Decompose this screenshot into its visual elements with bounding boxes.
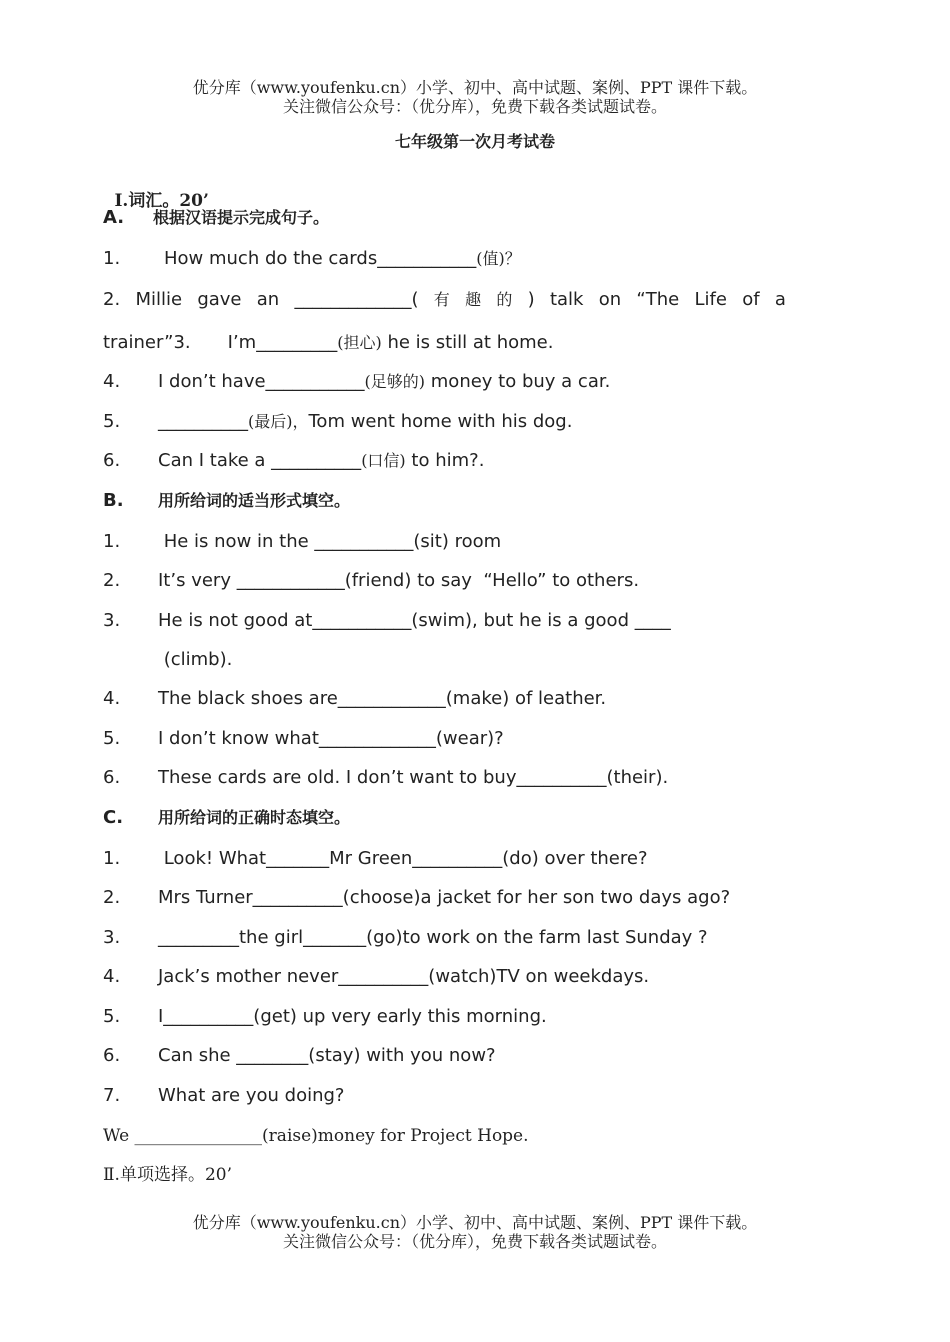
c-q-text: Jack’s mother never__________(watch)TV on weekdays. bbox=[158, 966, 650, 987]
section-b-instruction: 用所给词的适当形式填空。 bbox=[158, 491, 351, 510]
a-q1-hint: (值)？ bbox=[476, 249, 521, 268]
a-q2-word: talk bbox=[549, 289, 584, 310]
b-q-number: 2. bbox=[103, 570, 121, 591]
a-q4-hint: (足够的) bbox=[364, 372, 426, 391]
c-q-number: 6. bbox=[103, 1045, 121, 1066]
a-q3-rest: he is still at home. bbox=[381, 332, 554, 353]
c-q-text: Can she ________(stay) with you now? bbox=[158, 1045, 496, 1066]
b-question-6 bbox=[103, 767, 803, 789]
c-question-2 bbox=[103, 887, 803, 909]
a-q2-word: an bbox=[256, 289, 280, 310]
a-q5-number: 5. bbox=[103, 411, 121, 432]
a-question-1 bbox=[103, 248, 803, 270]
part-1-heading-text: Ⅰ.词汇。20’ bbox=[114, 191, 209, 211]
c-q-number: 3. bbox=[103, 927, 121, 948]
a-q2-word: “The bbox=[636, 289, 680, 310]
header-line-2: 关注微信公众号：（优分库），免费下载各类试题试卷。 bbox=[282, 97, 667, 116]
b-question-3-continued bbox=[103, 649, 803, 671]
a-q2-word: _____________( bbox=[294, 289, 419, 310]
c-q-text: Look! What_______Mr Green__________(do) over there? bbox=[158, 848, 648, 869]
section-a-heading bbox=[103, 207, 803, 229]
b-q-number: 3. bbox=[103, 610, 121, 631]
b-q-text: (climb). bbox=[158, 649, 233, 670]
a-q3-hint: (担心) bbox=[337, 333, 382, 352]
a-q2-word: Life bbox=[694, 289, 727, 310]
section-b-heading bbox=[103, 490, 803, 512]
a-q2-word: a bbox=[774, 289, 786, 310]
a-q3-prefix: trainer”3. bbox=[103, 332, 191, 353]
part-1-heading bbox=[103, 168, 803, 212]
a-q4-rest: money to buy a car. bbox=[425, 371, 611, 392]
c-q-text: _________the girl_______(go)to work on the farm last Sunday ? bbox=[158, 927, 708, 948]
b-question-2 bbox=[103, 570, 803, 592]
c-q-number: 4. bbox=[103, 966, 121, 987]
a-q2-word: 有 bbox=[433, 290, 450, 309]
b-q-number: 1. bbox=[103, 531, 121, 552]
c-q-number: 7. bbox=[103, 1085, 121, 1106]
a-q2-word: Millie bbox=[135, 289, 183, 310]
part-2-heading: Ⅱ.单项选择。20’ bbox=[103, 1165, 232, 1185]
c-q-text: What are you doing? bbox=[158, 1085, 345, 1106]
b-q-text: It’s very ____________(friend) to say “Hello” to others. bbox=[158, 570, 640, 591]
a-q2-word: gave bbox=[197, 289, 242, 310]
section-a-label: A. bbox=[103, 207, 125, 228]
b-q-number: 5. bbox=[103, 728, 121, 749]
c-question-4 bbox=[103, 966, 803, 988]
section-c-instruction: 用所给词的正确时态填空。 bbox=[158, 808, 351, 827]
b-q-number: 4. bbox=[103, 688, 121, 709]
b-question-4 bbox=[103, 688, 803, 710]
c-question-6 bbox=[103, 1045, 803, 1067]
a-q6-text: Can I take a __________ bbox=[158, 450, 362, 471]
c-question-1 bbox=[103, 848, 803, 870]
page-title: 七年级第一次月考试卷 bbox=[394, 132, 555, 151]
a-q2-word: 趣 bbox=[465, 290, 482, 309]
b-q-text: These cards are old. I don’t want to buy__________(their). bbox=[158, 767, 669, 788]
a-q5-text: __________ bbox=[158, 411, 248, 432]
a-q6-hint: (口信) bbox=[361, 451, 406, 470]
a-q2-number: 2. bbox=[103, 289, 121, 310]
b-question-1 bbox=[103, 531, 803, 553]
a-q6-rest: to him?. bbox=[405, 450, 485, 471]
footer-line-1: 优分库（www.youfenku.cn）小学、初中、高中试题、案例、PPT 课件下载。 bbox=[192, 1213, 758, 1232]
a-q4-number: 4. bbox=[103, 371, 121, 392]
a-q1-text: How much do the cards___________ bbox=[164, 248, 477, 269]
c-question-7 bbox=[103, 1085, 803, 1107]
section-b-label: B. bbox=[103, 490, 124, 511]
a-question-6 bbox=[103, 450, 803, 472]
c-question-5 bbox=[103, 1006, 803, 1028]
a-question-4 bbox=[103, 371, 803, 393]
c-q-number: 2. bbox=[103, 887, 121, 908]
a-q5-rest: Tom went home with his dog. bbox=[308, 411, 573, 432]
header-line-1: 优分库（www.youfenku.cn）小学、初中、高中试题、案例、PPT 课件下载。 bbox=[192, 78, 758, 97]
a-q2-word: of bbox=[742, 289, 760, 310]
a-q1-number: 1. bbox=[103, 248, 121, 269]
section-a-instruction: 根据汉语提示完成句子。 bbox=[153, 208, 330, 227]
b-q-text: I don’t know what_____________(wear)? bbox=[158, 728, 504, 749]
b-question-5 bbox=[103, 728, 803, 750]
a-q2-word: 的 bbox=[496, 290, 513, 309]
c-question-3 bbox=[103, 927, 803, 949]
a-q5-hint: (最后)， bbox=[248, 412, 309, 431]
c-q-number: 5. bbox=[103, 1006, 121, 1027]
a-question-2 bbox=[103, 289, 803, 311]
c-question-7-answer-line: We _______________(raise)money for Project Hope. bbox=[103, 1126, 529, 1146]
a-question-3 bbox=[103, 332, 803, 354]
b-question-3 bbox=[103, 610, 803, 632]
b-q-number: 6. bbox=[103, 767, 121, 788]
c-q-text: I__________(get) up very early this morning. bbox=[158, 1006, 547, 1027]
a-q3-text: I’m_________ bbox=[227, 332, 338, 353]
b-q-text: He is now in the ___________(sit) room bbox=[158, 531, 502, 552]
a-q2-word: ) bbox=[527, 289, 535, 310]
b-q-text: The black shoes are____________(make) of leather. bbox=[158, 688, 607, 709]
b-q-text: He is not good at___________(swim), but he is a good ____ bbox=[158, 610, 671, 631]
section-c-heading bbox=[103, 807, 803, 829]
section-c-label: C. bbox=[103, 807, 124, 828]
footer-line-2: 关注微信公众号：（优分库），免费下载各类试题试卷。 bbox=[282, 1232, 667, 1251]
a-q2-word: on bbox=[598, 289, 622, 310]
c-q-text: Mrs Turner__________(choose)a jacket for her son two days ago? bbox=[158, 887, 731, 908]
a-q4-text: I don’t have___________ bbox=[158, 371, 365, 392]
c-q-number: 1. bbox=[103, 848, 121, 869]
a-q6-number: 6. bbox=[103, 450, 121, 471]
a-question-5 bbox=[103, 411, 803, 433]
